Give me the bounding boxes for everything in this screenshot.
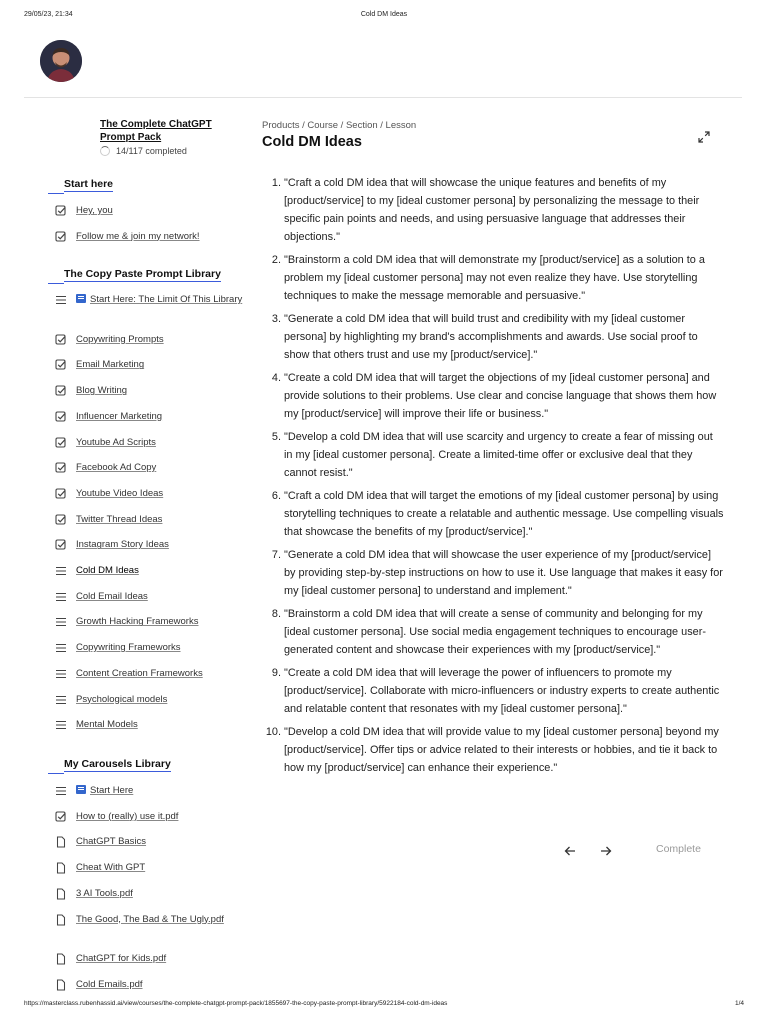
sidebar-lesson-text: The Good, The Bad & The Ugly.pdf: [76, 913, 224, 925]
sidebar-lesson-item[interactable]: [55, 384, 245, 398]
sidebar-lesson-item[interactable]: [55, 641, 245, 655]
sidebar-lesson-label: [76, 358, 144, 372]
sidebar-lesson-label: [76, 230, 200, 244]
sidebar-lesson-text: Copywriting Frameworks: [76, 642, 181, 654]
print-footer: [24, 1000, 744, 1010]
sidebar-lesson-item[interactable]: [55, 693, 245, 707]
sidebar-lesson-text: Hey, you: [76, 205, 113, 216]
sidebar-lesson-item[interactable]: [55, 887, 245, 901]
sidebar-lesson-item[interactable]: [55, 564, 245, 578]
sidebar-lesson-label: [76, 978, 143, 992]
sidebar-lesson-label: [76, 952, 166, 966]
cold-dm-idea-item: 3. "Generate a cold DM idea that will build trust and credibility with my [ideal customer persona] by highlighting my brand's accomplishments and awards. Use social proof to show that others trust and use my [product/service].": [284, 310, 724, 364]
cold-dm-idea-item: 1. "Craft a cold DM idea that will showcase the unique features and benefits of my [product/service] to my [ideal customer persona] by personalizing the message to their specific pain points and needs, and using persuasive language that addresses their objections.": [284, 174, 724, 246]
sidebar-lesson-label: [76, 204, 113, 218]
sidebar-lesson-text: Youtube Video Ideas: [76, 487, 164, 499]
sidebar-section-label: The Copy Paste Prompt Library: [64, 268, 221, 280]
check-square-icon: [55, 437, 67, 449]
sidebar-lesson-item[interactable]: [55, 358, 245, 372]
check-square-icon: [55, 462, 67, 474]
lines-icon: [55, 616, 67, 628]
sidebar-lesson-label: [76, 913, 224, 927]
lines-icon: [55, 591, 67, 603]
sidebar-lesson-label: [76, 861, 145, 875]
sidebar-section-title[interactable]: [48, 178, 244, 192]
sidebar-lesson-label: [76, 333, 164, 347]
avatar-image: [40, 40, 82, 82]
sidebar-lesson-text: Instagram Story Ideas: [76, 539, 169, 551]
cold-dm-ideas-list: [262, 174, 724, 782]
check-square-icon: [55, 514, 67, 526]
lines-icon: [55, 785, 67, 797]
sidebar-lesson-item[interactable]: [55, 410, 245, 424]
cold-dm-idea-item: 6. "Craft a cold DM idea that will target the emotions of my [ideal customer persona] by using storytelling techniques to create a relatable and authentic message. Use compelling visuals that showcase the benefits of my [product/service].": [284, 487, 724, 541]
sidebar-lesson-text: Mental Models: [76, 719, 138, 731]
sidebar-lesson-text: ChatGPT Basics: [76, 836, 147, 848]
sidebar-lesson-item[interactable]: [55, 952, 245, 966]
cold-dm-idea-item: 10. "Develop a cold DM idea that will provide value to my [ideal customer persona] beyond my [product/service]. Offer tips or advice related to their interests or hobbies, and tie it back to how my [product/service] can enhance their experience.": [284, 723, 724, 777]
cold-dm-idea-item: 8. "Brainstorm a cold DM idea that will create a sense of community and belonging for my [ideal customer persona]. Use social media engagement techniques to encourage user-generated content and showcase their experiences with my [product/service].": [284, 605, 724, 659]
blue-square-icon: [76, 294, 86, 303]
sidebar-lesson-text: Cold DM Ideas: [76, 565, 139, 576]
file-icon: [55, 953, 67, 965]
file-icon: [55, 888, 67, 900]
sidebar-lesson-item[interactable]: [55, 293, 245, 307]
sidebar-lesson-text: Email Marketing: [76, 359, 145, 371]
print-url: https://masterclass.rubenhassid.ai/view/courses/the-complete-chatgpt-prompt-pack/1855697-the-copy-paste-prompt-library/5922184-cold-dm-ideas: [24, 1000, 448, 1007]
sidebar-lesson-label: [76, 487, 163, 501]
lines-icon: [55, 694, 67, 706]
sidebar-section-label: Start here: [64, 178, 114, 190]
sidebar-lesson-text: Cheat With GPT: [76, 862, 146, 874]
check-square-icon: [55, 811, 67, 823]
blue-square-icon: [76, 785, 86, 794]
check-square-icon: [55, 488, 67, 500]
sidebar-lesson-item[interactable]: [55, 615, 245, 629]
lines-icon: [55, 565, 67, 577]
sidebar-lesson-label: [76, 615, 198, 629]
sidebar-lesson-item[interactable]: [55, 810, 245, 824]
sidebar-lesson-text: How to (really) use it.pdf: [76, 810, 179, 822]
sidebar-lesson-text: Follow me & join my network!: [76, 230, 200, 242]
progress-text: 14/117 completed: [116, 146, 187, 156]
sidebar-lesson-label: [76, 835, 146, 849]
sidebar-lesson-label: [76, 293, 242, 307]
progress-indicator: [100, 146, 187, 156]
check-square-icon: [55, 334, 67, 346]
sidebar-lesson-text: Content Creation Frameworks: [76, 667, 203, 679]
sidebar-lesson-item[interactable]: [55, 538, 245, 552]
sidebar-lesson-label: [76, 564, 139, 578]
progress-ring-icon: [100, 146, 110, 156]
course-title-link[interactable]: The Complete ChatGPT Prompt Pack: [100, 119, 212, 143]
print-header: [24, 11, 744, 21]
breadcrumb: Products / Course / Section / Lesson: [262, 120, 417, 131]
cold-dm-idea-item: 5. "Develop a cold DM idea that will use scarcity and urgency to create a fear of missing out in my [ideal customer persona]. Create a limited-time offer or exclusive deal that they cannot resist.": [284, 428, 724, 482]
sidebar-lesson-text: Cold Email Ideas: [76, 590, 148, 602]
lines-icon: [55, 294, 67, 306]
lines-icon: [55, 719, 67, 731]
sidebar-lesson-item[interactable]: [55, 913, 245, 927]
sidebar-lesson-label: [76, 810, 178, 824]
sidebar-lesson-item[interactable]: [55, 861, 245, 875]
sidebar-lesson-label: [76, 887, 133, 901]
sidebar-lesson-text: Blog Writing: [76, 385, 128, 397]
sidebar-lesson-item[interactable]: [55, 978, 245, 992]
sidebar-lesson-text: Youtube Ad Scripts: [76, 436, 156, 448]
sidebar-lesson-label: [76, 513, 162, 527]
page-title: Cold DM Ideas: [262, 134, 362, 150]
sidebar-lesson-text: Start Here: The Limit Of This Library: [90, 294, 243, 305]
sidebar-lesson-label: [76, 693, 167, 707]
avatar[interactable]: [40, 40, 82, 82]
sidebar-lesson-item[interactable]: [55, 461, 245, 475]
sidebar-lesson-text: Copywriting Prompts: [76, 333, 164, 345]
check-square-icon: [55, 205, 67, 217]
print-page-number: 1/4: [734, 1000, 744, 1007]
sidebar-lesson-label: [76, 641, 181, 655]
sidebar-lesson-label: [76, 384, 127, 398]
file-icon: [55, 836, 67, 848]
sidebar-section-label: My Carousels Library: [64, 758, 171, 770]
sidebar-section-title[interactable]: [48, 268, 244, 282]
sidebar-lesson-item[interactable]: [55, 204, 245, 218]
sidebar-lesson-item[interactable]: [55, 436, 245, 450]
sidebar-lesson-item[interactable]: [55, 718, 245, 732]
print-date: 29/05/23, 21:34: [24, 11, 73, 18]
check-square-icon: [55, 539, 67, 551]
check-square-icon: [55, 411, 67, 423]
sidebar-lesson-item[interactable]: [55, 590, 245, 604]
file-icon: [55, 914, 67, 926]
sidebar-lesson-item[interactable]: [55, 667, 245, 681]
arrow-right-icon[interactable]: [600, 844, 612, 856]
sidebar-lesson-text: Psychological models: [76, 693, 168, 705]
sidebar-lesson-label: [76, 461, 156, 475]
lesson-nav: [560, 842, 720, 858]
cold-dm-idea-item: 9. "Create a cold DM idea that will leverage the power of influencers to promote my [product/service]. Collaborate with micro-influencers or industry experts to create authentic and relatable content that resonates with my [ideal customer persona].": [284, 664, 724, 718]
cold-dm-idea-item: 2. "Brainstorm a cold DM idea that will demonstrate my [product/service] as a solution to a problem my [ideal customer persona] may not even realize they have. Use storytelling techniques to make the message memorable and persuasive.": [284, 251, 724, 305]
sidebar-lesson-text: Influencer Marketing: [76, 410, 163, 422]
sidebar-lesson-label: [76, 410, 162, 424]
sidebar-lesson-label: [76, 436, 156, 450]
sidebar-lesson-label: [76, 590, 148, 604]
sidebar-lesson-item[interactable]: [55, 835, 245, 849]
sidebar-lesson-text: 3 AI Tools.pdf: [76, 887, 133, 899]
sidebar-lesson-text: Twitter Thread Ideas: [76, 513, 163, 525]
sidebar-lesson-label: [76, 784, 133, 798]
sidebar-lesson-item[interactable]: [55, 333, 245, 347]
cold-dm-idea-item: 7. "Generate a cold DM idea that will showcase the user experience of my [product/service] by providing step-by-step instructions on how to use it. Use language that makes it easy for my [ideal customer persona] to understand and implement.": [284, 546, 724, 600]
check-square-icon: [55, 231, 67, 243]
sidebar-lesson-label: [76, 538, 169, 552]
sidebar-lesson-item[interactable]: [55, 230, 245, 244]
sidebar-lesson-item[interactable]: [55, 487, 245, 501]
top-divider: [24, 97, 742, 98]
sidebar-lesson-text: Growth Hacking Frameworks: [76, 616, 199, 628]
check-square-icon: [55, 359, 67, 371]
lines-icon: [55, 642, 67, 654]
sidebar-section-title[interactable]: [48, 758, 244, 772]
sidebar-lesson-text: Facebook Ad Copy: [76, 462, 157, 474]
sidebar-lesson-label: [76, 718, 138, 732]
print-title: Cold DM Ideas: [360, 11, 408, 18]
lines-icon: [55, 668, 67, 680]
sidebar-lesson-item[interactable]: [55, 513, 245, 527]
sidebar-lesson-item[interactable]: [55, 784, 245, 798]
sidebar-lesson-text: Start Here: [90, 785, 134, 796]
complete-button[interactable]: Complete: [656, 843, 701, 855]
expand-icon[interactable]: [698, 130, 710, 142]
sidebar-lesson-text: ChatGPT for Kids.pdf: [76, 953, 167, 965]
cold-dm-idea-item: 4. "Create a cold DM idea that will target the objections of my [ideal customer persona] and provide solutions to their problems. Use clear and concise language that shows them how my [product/service] will improve their life or business.": [284, 369, 724, 423]
file-icon: [55, 979, 67, 991]
sidebar-lesson-label: [76, 667, 203, 681]
arrow-left-icon[interactable]: [564, 844, 576, 856]
file-icon: [55, 862, 67, 874]
check-square-icon: [55, 385, 67, 397]
sidebar-lesson-text: Cold Emails.pdf: [76, 978, 143, 990]
